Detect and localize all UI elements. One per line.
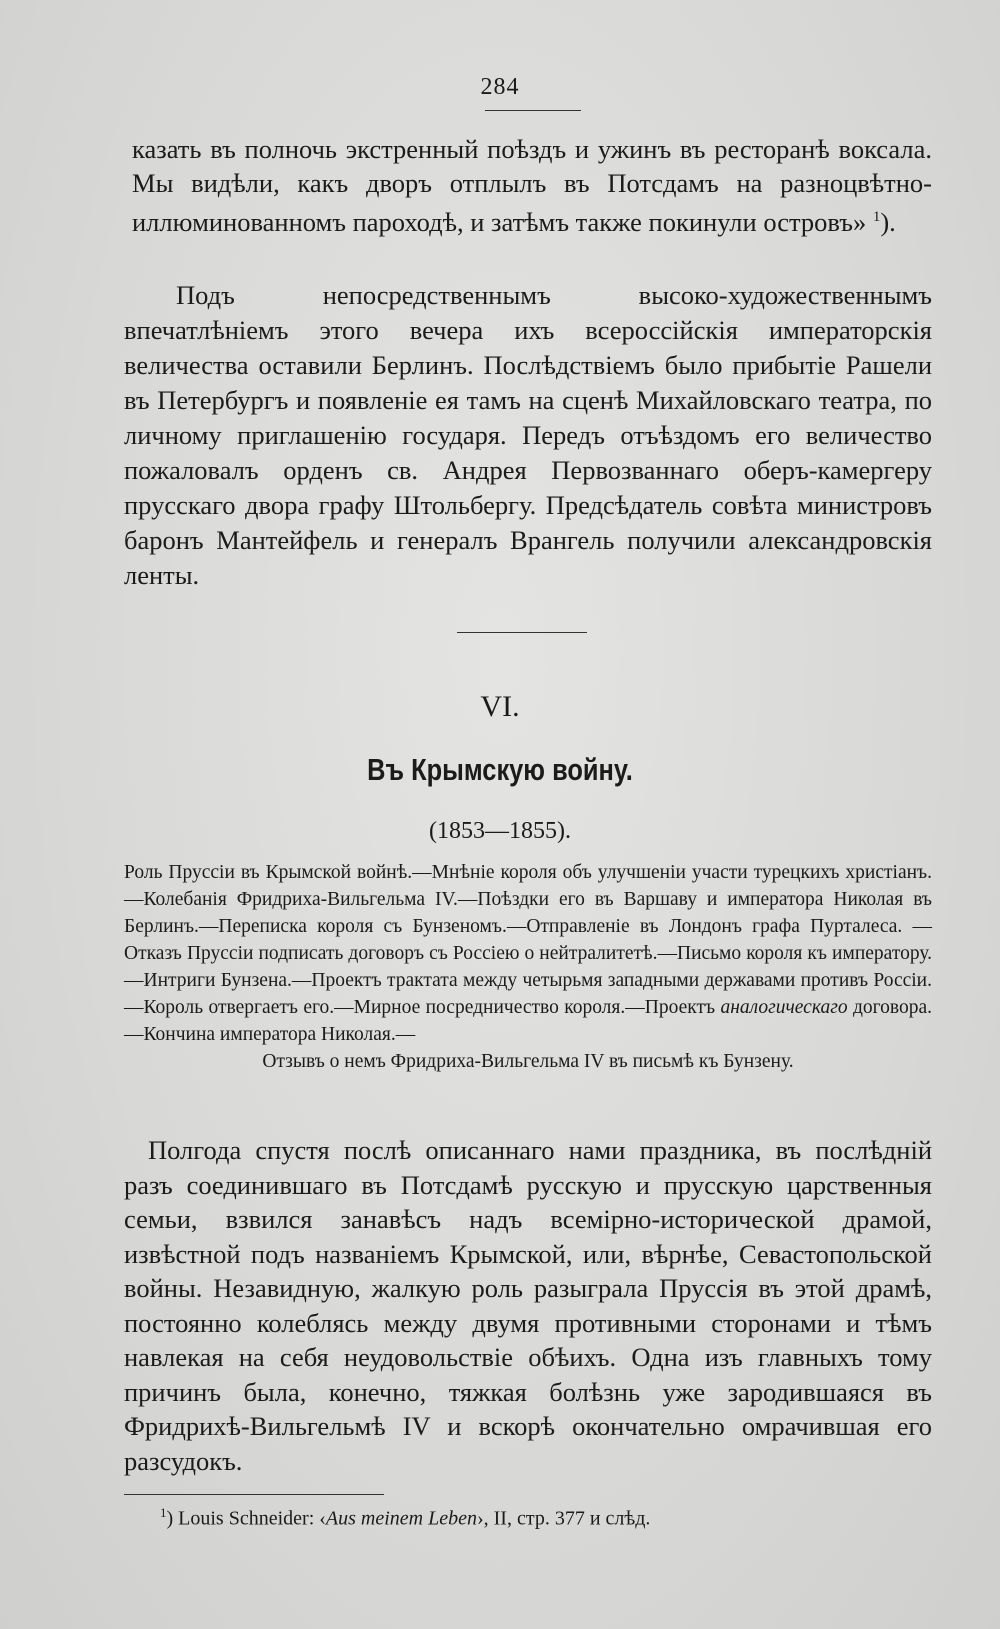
paragraph-2: Подъ непосредственнымъ высоко-художественнымъ впечатлѣніемъ этого вечера ихъ всероссійскія императорскія величества оставили Берлинъ. Послѣдствіемъ было прибытіе Рашели въ Петербургъ и появленіе ея тамъ на сценѣ Михайловскаго театра, по личному приглашенію государя. Передъ отъѣздомъ его величество пожаловалъ орденъ св. Андрея Первозваннаго оберъ-камергеру прусскаго двора графу Штольбергу. Предсѣдатель совѣта министровъ баронъ Мантейфель и генералъ Врангель получили александровскія ленты. [124,280,932,590]
summary-text-2: договора.—Кончина императора Николая.— [124,997,933,1045]
footnote-work: Aus meinem Leben [325,1507,477,1530]
paragraph-3: Полгода спустя послѣ описаннаго нами праздника, въ послѣдній разъ соединившаго въ Потсдамѣ русскую и прусскую царственныя семьи, взвился занавѣсъ надъ всемірно-исторической драмой, извѣстной подъ названіемъ Крымской, или, вѣрнѣе, Севастопольской войны. Незавидную, жалкую роль разыграла Пруссія въ этой драмѣ, постоянно колеблясь между двумя противными сторонами и тѣмъ навлекая на себя неудовольствіе обѣихъ. Одна изъ главныхъ тому причинъ была, конечно, тяжкая болѣзнь уже зародившаяся въ Фридрихѣ-Вильгельмѣ IV и вскорѣ окончательно омрачившая его разсудокъ. [124,1135,932,1476]
chapter-number: VI. [480,690,520,723]
summary-text-1: Роль Пруссіи въ Крымской войнѣ.—Мнѣніе короля объ улучшеніи участи турецкихъ христіанъ.—Колебанія Фридриха-Вильгельма IV.—Поѣздки его въ Варшаву и императора Николая въ Берлинъ.—Переписка короля съ Бунзеномъ.—Отправленіе въ Лондонъ графа Пурталеса. — Отказъ Пруссіи подписать договоръ съ Россіею о нейтралитетѣ.—Письмо короля къ императору.—Интриги Бунзена.—Проектъ трактата между четырьмя западными державами противъ Россіи.—Король отвергаетъ его.—Мирное посредничество короля.—Проектъ [124,862,932,1018]
paragraph-1 [132,132,932,239]
chapter-title: Въ Крымскую войну. [367,752,633,787]
footnote-author: ) Louis Schneider: ‹ [166,1507,326,1530]
summary-last-line: Отзывъ о немъ Фридриха-Вильгельма IV въ письмѣ къ Бунзену. [262,1051,794,1072]
summary-italic: аналогическаго [720,997,848,1018]
chapter-summary [124,859,932,1075]
paragraph-1-end: ). [880,206,896,237]
section-separator [457,632,587,633]
footnote [160,1505,940,1531]
footnote-rule [124,1494,384,1495]
header-rule [485,110,581,111]
paragraph-1-text: казать въ полночь экстренный поѣздъ и ужинъ въ ресторанѣ воксала. Мы видѣли, какъ дворъ отплылъ въ Потсдамъ на разноцвѣтно-иллюминованномъ пароходѣ, и затѣмъ также покинули островъ» [132,134,932,237]
footnote-marker: 1 [160,1505,167,1520]
page-number: 284 [480,74,520,100]
footnote-reference: 1 [872,209,881,225]
chapter-years: (1853—1855). [429,818,571,844]
footnote-rest: ›, II, стр. 377 и слѣд. [476,1507,651,1530]
